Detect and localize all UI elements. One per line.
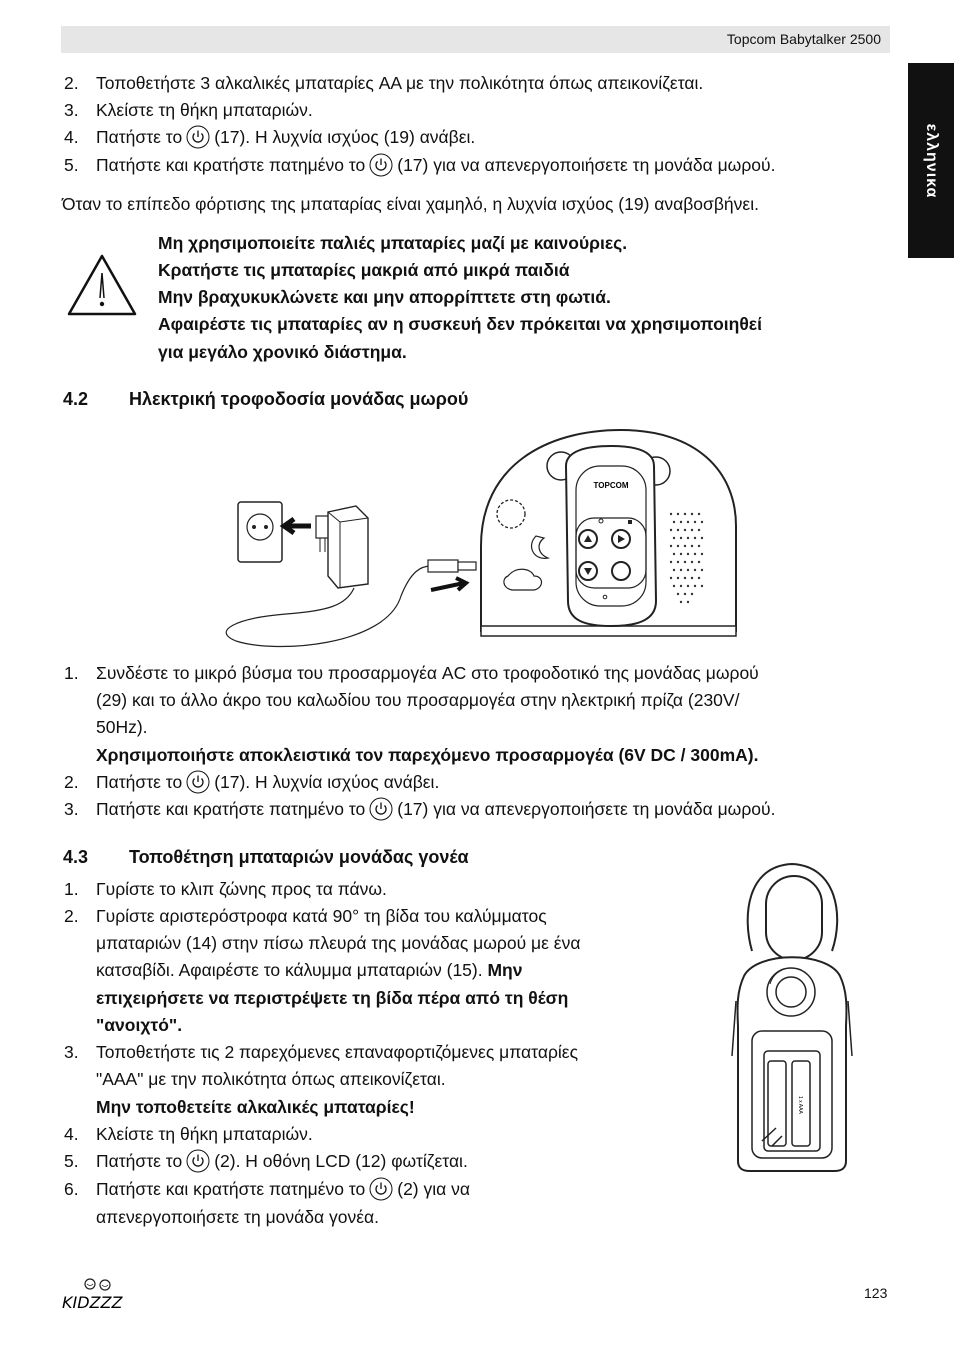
item-text bbox=[96, 1150, 468, 1173]
power-icon bbox=[369, 1177, 393, 1201]
item-text-plain: κατσαβίδι. Αφαιρέστε το κάλυμμα μπαταριών (15). bbox=[96, 960, 483, 980]
item-text-pre: Πατήστε και κρατήστε πατημένο το bbox=[96, 1179, 366, 1199]
ac-adapter-icon bbox=[316, 506, 368, 588]
warning-line: Μην βραχυκυκλώνετε και μην απορρίπτετε στη φωτιά. bbox=[158, 287, 611, 307]
list-item bbox=[64, 905, 547, 927]
list-item bbox=[64, 154, 776, 176]
item-text-continued: (29) και το άλλο άκρο του καλωδίου του προσαρμογέα στην ηλεκτρική πρίζα (230V/ bbox=[96, 690, 740, 710]
power-icon bbox=[186, 125, 210, 149]
arrow-icon bbox=[431, 578, 466, 590]
item-text-post: (2). Η οθόνη LCD (12) φωτίζεται. bbox=[214, 1151, 468, 1171]
item-text bbox=[96, 154, 775, 177]
warning-line: Μη χρησιμοποιείτε παλιές μπαταρίες μαζί με καινούριες. bbox=[158, 233, 628, 253]
item-text-continued: απενεργοποιήσετε τη μονάδα γονέα. bbox=[96, 1207, 380, 1227]
item-text-post: (17) για να απενεργοποιήσετε τη μονάδα μωρού. bbox=[397, 155, 776, 175]
item-text bbox=[96, 126, 475, 149]
item-text-continued: 50Hz). bbox=[96, 717, 148, 737]
item-number: 5. bbox=[64, 1151, 79, 1171]
wall-socket-icon bbox=[238, 502, 282, 562]
warning-triangle-icon bbox=[66, 253, 138, 317]
power-icon bbox=[369, 153, 393, 177]
list-item bbox=[64, 1150, 468, 1172]
alkaline-warning: Μην τοποθετείτε αλκαλικές μπαταρίες! bbox=[96, 1097, 415, 1117]
item-text-pre: Πατήστε το bbox=[96, 127, 183, 147]
item-number: 3. bbox=[64, 100, 79, 120]
item-text bbox=[96, 1178, 470, 1201]
item-text-post: (17). Η λυχνία ισχύος ανάβει. bbox=[214, 772, 440, 792]
item-number: 5. bbox=[64, 155, 79, 175]
logo-text: KIDZZZ bbox=[62, 1293, 123, 1312]
item-number: 2. bbox=[64, 73, 79, 93]
list-item bbox=[64, 1178, 470, 1200]
section-title: Τοποθέτηση μπαταριών μονάδας γονέα bbox=[129, 847, 469, 867]
item-text-bold-continued: "ανοιχτό". bbox=[96, 1015, 183, 1035]
list-item bbox=[64, 126, 476, 148]
page-number: 123 bbox=[864, 1285, 888, 1301]
language-tab bbox=[908, 63, 954, 258]
section-number: 4.2 bbox=[63, 389, 89, 409]
language-tab-label: ελληνικα bbox=[923, 123, 940, 198]
baby-unit-icon bbox=[481, 430, 736, 636]
item-number: 3. bbox=[64, 799, 79, 819]
item-text: Συνδέστε το μικρό βύσμα του προσαρμογέα AC στο τροφοδοτικό της μονάδας μωρού bbox=[96, 663, 759, 683]
item-text-bold-continued: επιχειρήσετε να περιστρέψετε τη βίδα πέρα από τη θέση bbox=[96, 988, 569, 1008]
warning-line: για μεγάλο χρονικό διάστημα. bbox=[158, 342, 407, 362]
power-icon bbox=[186, 1149, 210, 1173]
item-text: Κλείστε τη θήκη μπαταριών. bbox=[96, 1124, 313, 1144]
adapter-warning: Χρησιμοποιήστε αποκλειστικά τον παρεχόμενο προσαρμογέα (6V DC / 300mA). bbox=[96, 745, 759, 765]
arrow-icon bbox=[284, 519, 311, 533]
header-title: Topcom Babytalker 2500 bbox=[726, 31, 881, 47]
list-item bbox=[64, 72, 704, 94]
item-text-pre: Πατήστε και κρατήστε πατημένο το bbox=[96, 155, 366, 175]
warning-line: Κρατήστε τις μπαταρίες μακριά από μικρά παιδιά bbox=[158, 260, 570, 280]
item-text-post: (17) για να απενεργοποιήσετε τη μονάδα μωρού. bbox=[397, 799, 776, 819]
power-icon bbox=[369, 797, 393, 821]
section-heading bbox=[63, 847, 469, 868]
battery-low-note: Όταν το επίπεδο φόρτισης της μπαταρίας είναι χαμηλό, η λυχνία ισχύος (19) αναβοσβήνει. bbox=[62, 194, 759, 214]
warning-line: Αφαιρέστε τις μπαταρίες αν η συσκευή δεν πρόκειται να χρησιμοποιηθεί bbox=[158, 314, 762, 334]
item-text-post: (2) για να bbox=[397, 1179, 470, 1199]
item-number: 2. bbox=[64, 906, 79, 926]
section-number: 4.3 bbox=[63, 847, 89, 867]
item-number: 3. bbox=[64, 1042, 79, 1062]
item-text-continued: μπαταριών (14) στην πίσω πλευρά της μονάδας μωρού με ένα bbox=[96, 933, 581, 953]
item-text: Γυρίστε το κλιπ ζώνης προς τα πάνω. bbox=[96, 879, 387, 899]
item-number: 6. bbox=[64, 1179, 79, 1199]
item-text-continued bbox=[96, 959, 522, 981]
item-text: Κλείστε τη θήκη μπαταριών. bbox=[96, 100, 313, 120]
section-heading bbox=[63, 389, 469, 410]
item-text: Τοποθετήστε τις 2 παρεχόμενες επαναφορτιζόμενες μπαταρίες bbox=[96, 1042, 579, 1062]
power-icon bbox=[186, 770, 210, 794]
dc-plug-icon bbox=[428, 560, 476, 572]
item-text-continued: "AAA" με την πολικότητα όπως απεικονίζεται. bbox=[96, 1069, 446, 1089]
baby-unit-power-illustration bbox=[216, 426, 746, 654]
list-item bbox=[64, 662, 759, 684]
item-number: 4. bbox=[64, 1124, 79, 1144]
item-number: 1. bbox=[64, 879, 79, 899]
list-item bbox=[64, 798, 776, 820]
header-bar bbox=[61, 26, 890, 53]
item-text bbox=[96, 798, 775, 821]
item-number: 1. bbox=[64, 663, 79, 683]
list-item bbox=[64, 99, 313, 121]
list-item bbox=[64, 878, 387, 900]
kidzzz-logo-icon bbox=[60, 1275, 132, 1315]
item-text: Γυρίστε αριστερόστροφα κατά 90° τη βίδα του καλύμματος bbox=[96, 906, 547, 926]
list-item bbox=[64, 1041, 579, 1063]
device-brand-label: TOPCOM bbox=[593, 481, 629, 490]
parent-unit-illustration bbox=[722, 856, 862, 1174]
item-text-bold: Μην bbox=[487, 960, 523, 980]
battery-label: 1 x AAA bbox=[797, 1096, 803, 1114]
list-item bbox=[64, 771, 440, 793]
item-text: Τοποθετήστε 3 αλκαλικές μπαταρίες AA με την πολικότητα όπως απεικονίζεται. bbox=[96, 73, 704, 93]
item-text bbox=[96, 771, 439, 794]
section-title: Ηλεκτρική τροφοδοσία μονάδας μωρού bbox=[129, 389, 469, 409]
list-item bbox=[64, 1123, 313, 1145]
item-text-pre: Πατήστε το bbox=[96, 772, 183, 792]
item-number: 4. bbox=[64, 127, 79, 147]
item-text-pre: Πατήστε και κρατήστε πατημένο το bbox=[96, 799, 366, 819]
item-number: 2. bbox=[64, 772, 79, 792]
item-text-post: (17). Η λυχνία ισχύος (19) ανάβει. bbox=[214, 127, 476, 147]
item-text-pre: Πατήστε το bbox=[96, 1151, 183, 1171]
